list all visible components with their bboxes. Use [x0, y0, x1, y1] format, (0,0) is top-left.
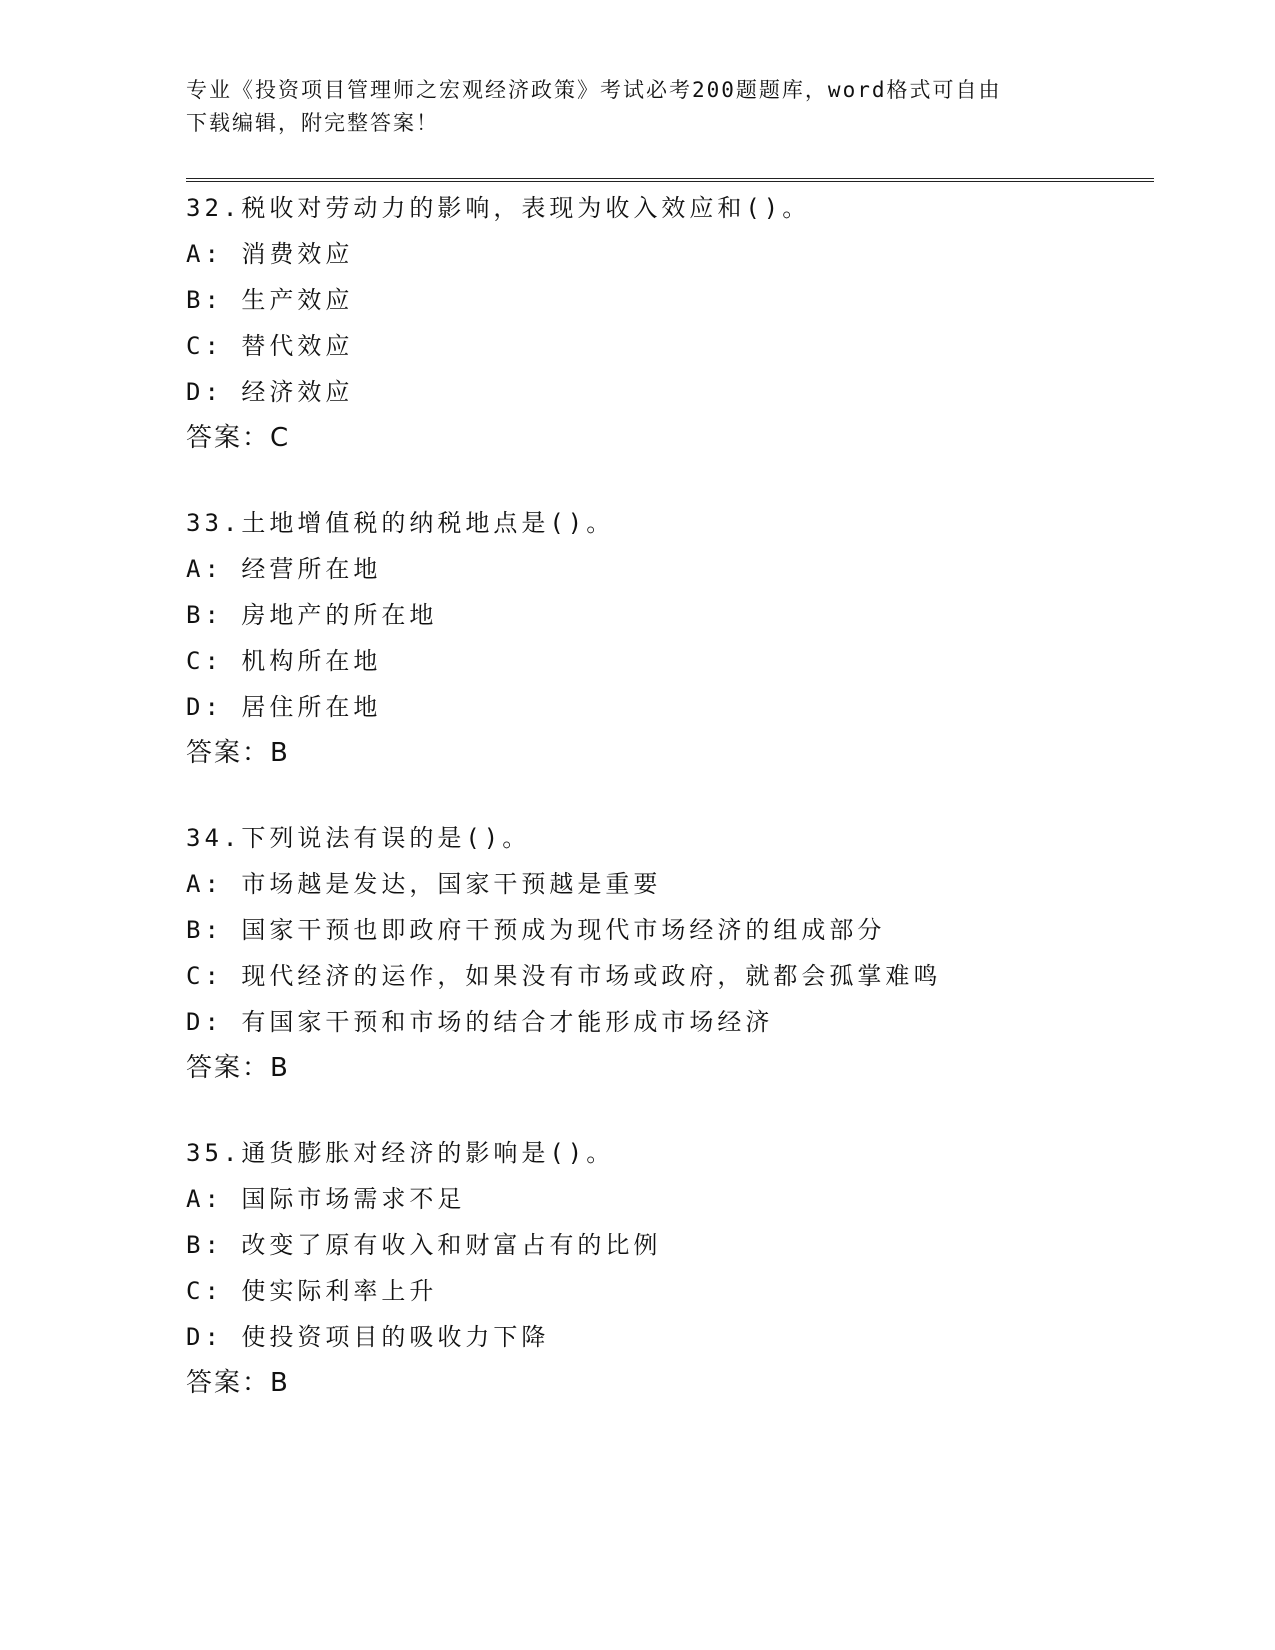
- option-c: C: 替代效应: [186, 332, 354, 360]
- option-a: A: 消费效应: [186, 240, 354, 268]
- answer-label: 答案：C: [186, 423, 291, 453]
- answer-label: 答案：B: [186, 738, 290, 768]
- document-header: [186, 74, 1086, 140]
- option-a: A: 国际市场需求不足: [186, 1185, 466, 1213]
- header-line-2: 下载编辑，附完整答案！: [186, 111, 439, 135]
- question-34: [186, 815, 1146, 1091]
- option-b: B: 国家干预也即政府干预成为现代市场经济的组成部分: [186, 916, 886, 944]
- option-a: A: 经营所在地: [186, 555, 382, 583]
- header-divider: [186, 178, 1154, 182]
- question-33: [186, 500, 1146, 776]
- option-a: A: 市场越是发达，国家干预越是重要: [186, 870, 662, 898]
- option-c: C: 使实际利率上升: [186, 1277, 438, 1305]
- answer-label: 答案：B: [186, 1368, 290, 1398]
- option-c: C: 机构所在地: [186, 647, 382, 675]
- question-35: [186, 1130, 1146, 1406]
- option-d: D: 经济效应: [186, 378, 354, 406]
- option-b: B: 生产效应: [186, 286, 354, 314]
- option-b: B: 改变了原有收入和财富占有的比例: [186, 1231, 662, 1259]
- question-stem: 34.下列说法有误的是()。: [186, 824, 531, 852]
- question-stem: 33.土地增值税的纳税地点是()。: [186, 509, 615, 537]
- question-stem: 32.税收对劳动力的影响，表现为收入效应和()。: [186, 194, 811, 222]
- question-stem: 35.通货膨胀对经济的影响是()。: [186, 1139, 615, 1167]
- option-d: D: 居住所在地: [186, 693, 382, 721]
- option-b: B: 房地产的所在地: [186, 601, 438, 629]
- question-32: [186, 185, 1146, 461]
- header-line-1: 专业《投资项目管理师之宏观经济政策》考试必考200题题库，word格式可自由: [186, 78, 1002, 102]
- option-c: C: 现代经济的运作，如果没有市场或政府，就都会孤掌难鸣: [186, 962, 942, 990]
- option-d: D: 有国家干预和市场的结合才能形成市场经济: [186, 1008, 774, 1036]
- option-d: D: 使投资项目的吸收力下降: [186, 1323, 550, 1351]
- answer-label: 答案：B: [186, 1053, 290, 1083]
